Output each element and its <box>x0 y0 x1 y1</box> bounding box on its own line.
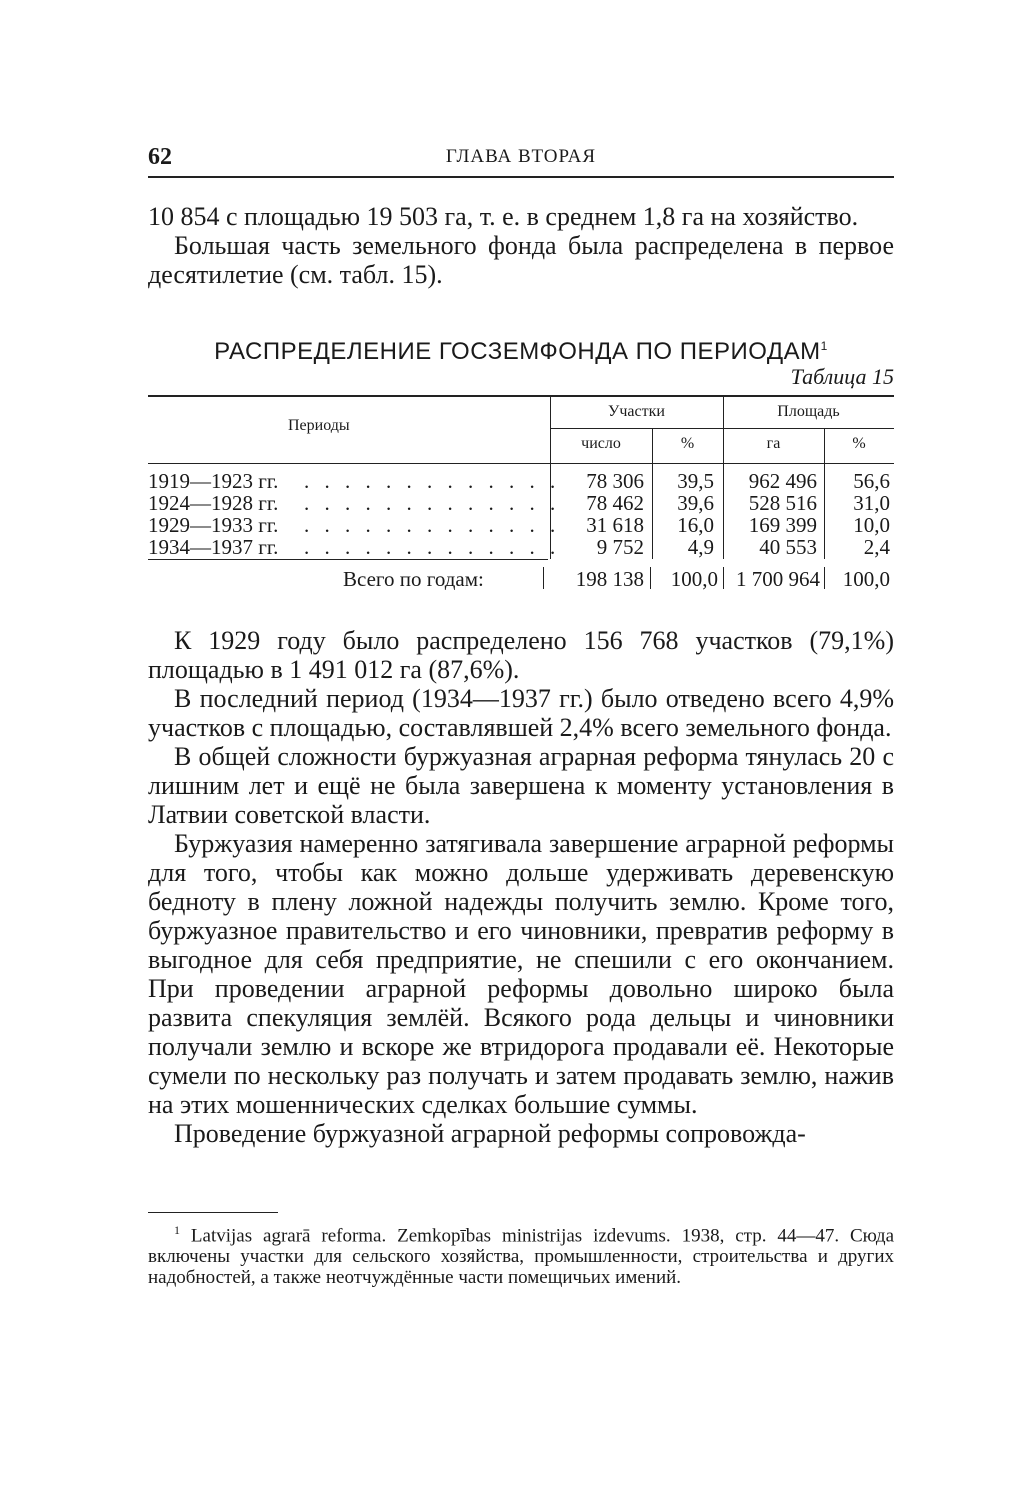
total-label: Всего по годам: <box>343 567 484 591</box>
table-header-rule <box>148 463 894 464</box>
total-number: 198 138 <box>575 567 644 591</box>
page-header <box>148 140 894 178</box>
subheader-number: число <box>581 435 621 452</box>
row-number: 78 462 <box>586 491 644 515</box>
subheader-pct-area: % <box>852 435 866 452</box>
row-period: 1934—1937 гг. <box>148 535 279 559</box>
row-pct-area: 56,6 <box>853 469 890 493</box>
footnote-rule <box>148 1212 278 1213</box>
row-pct-number: 16,0 <box>677 513 714 537</box>
footnote-text: Latvijas agrarā reforma. Zemkopības ministrijas izdevums. 1938, стр. 44—47. Сюда включены участки для сельского хозяйства, промышленности, строительства и других надобностей, а также неотчуждённые части помещичьих имений. <box>148 1225 895 1289</box>
leader-dots: . . . . . . . . . . . . . <box>304 535 561 559</box>
page-number: 62 <box>148 144 172 170</box>
table-label: Таблица 15 <box>790 364 894 389</box>
total-separator <box>543 567 544 589</box>
header-plots: Участки <box>608 403 665 420</box>
row-pct-area: 2,4 <box>863 535 890 559</box>
header-area: Площадь <box>777 403 840 420</box>
leader-dots: . . . . . . . . . . . . . <box>304 491 561 515</box>
body-paragraph-5: Проведение буржуазной аграрной реформы сопровожда- <box>174 1119 806 1148</box>
running-head: ГЛАВА ВТОРАЯ <box>445 146 597 167</box>
intro-text <box>148 202 894 289</box>
intro-paragraph-1: 10 854 с площадью 19 503 га, т. е. в среднем 1,8 га на хозяйство. <box>148 202 859 231</box>
row-period: 1924—1928 гг. <box>148 491 279 515</box>
row-pct-number: 39,5 <box>677 469 714 493</box>
total-area: 1 700 964 <box>736 567 820 591</box>
row-period: 1919—1923 гг. <box>148 469 279 493</box>
row-area: 169 399 <box>748 513 817 537</box>
total-separator <box>650 567 651 589</box>
body-text <box>148 626 894 1148</box>
table-subheader-rule <box>550 428 894 429</box>
row-pct-number: 39,6 <box>677 491 714 515</box>
row-number: 78 306 <box>586 469 644 493</box>
intro-paragraph-2: Большая часть земельного фонда была распределена в первое десятилетие (см. табл. 15). <box>148 231 894 289</box>
body-paragraph-3: В общей сложности буржуазная аграрная реформа тянулась 20 с лишним лет и ещё не была завершена к моменту установления в Латвии советской власти. <box>148 742 894 829</box>
distribution-table <box>148 395 894 595</box>
leader-dots: . . . . . . . . . . . . . <box>304 469 561 493</box>
row-pct-area: 31,0 <box>853 491 890 515</box>
total-pct-number: 100,0 <box>670 567 718 591</box>
row-number: 9 752 <box>596 535 644 559</box>
row-area: 528 516 <box>748 491 817 515</box>
row-pct-area: 10,0 <box>853 513 890 537</box>
total-pct-area: 100,0 <box>842 567 890 591</box>
row-area: 962 496 <box>748 469 817 493</box>
footnote-mark: 1 <box>174 1223 180 1237</box>
leader-dots: . . . . . . . . . . . . . <box>304 513 561 537</box>
row-number: 31 618 <box>586 513 644 537</box>
body-paragraph-4: Буржуазия намеренно затягивала завершение аграрной реформы для того, чтобы как можно дольше удерживать деревенскую бедноту в плену ложной надежды получить землю. Кроме того, буржуазное правительство и его чиновники, превратив реформу в выгодное для себя предприятие, не спешили с его окончанием. При проведении аграрной реформы довольно широко была развита спекуляция землёй. Всякого рода дельцы и чиновники получали землю и вскоре же втридорога продавали её. Некоторые сумели по нескольку раз получать и затем продавать землю, нажив на этих мошеннических сделках большие суммы. <box>148 829 894 1119</box>
table-footnote-mark: 1 <box>820 339 828 353</box>
body-paragraph-2: В последний период (1934—1937 гг.) было отведено всего 4,9% участков с площадью, составлявшей 2,4% всего земельного фонда. <box>148 684 894 742</box>
subheader-pct-number: % <box>680 435 695 452</box>
table-top-rule <box>148 395 894 397</box>
table-title-text: РАСПРЕДЕЛЕНИЕ ГОСЗЕМФОНДА ПО ПЕРИОДАМ <box>214 338 821 365</box>
table-title <box>148 338 894 366</box>
row-area: 40 553 <box>759 535 817 559</box>
header-periods: Периоды <box>288 417 350 434</box>
footnote <box>148 1220 894 1288</box>
subheader-ha: га <box>766 435 781 452</box>
body-paragraph-1: К 1929 году было распределено 156 768 участков (79,1%) площадью в 1 491 012 га (87,6%). <box>148 626 894 684</box>
row-pct-number: 4,9 <box>687 535 714 559</box>
row-period: 1929—1933 гг. <box>148 513 279 537</box>
